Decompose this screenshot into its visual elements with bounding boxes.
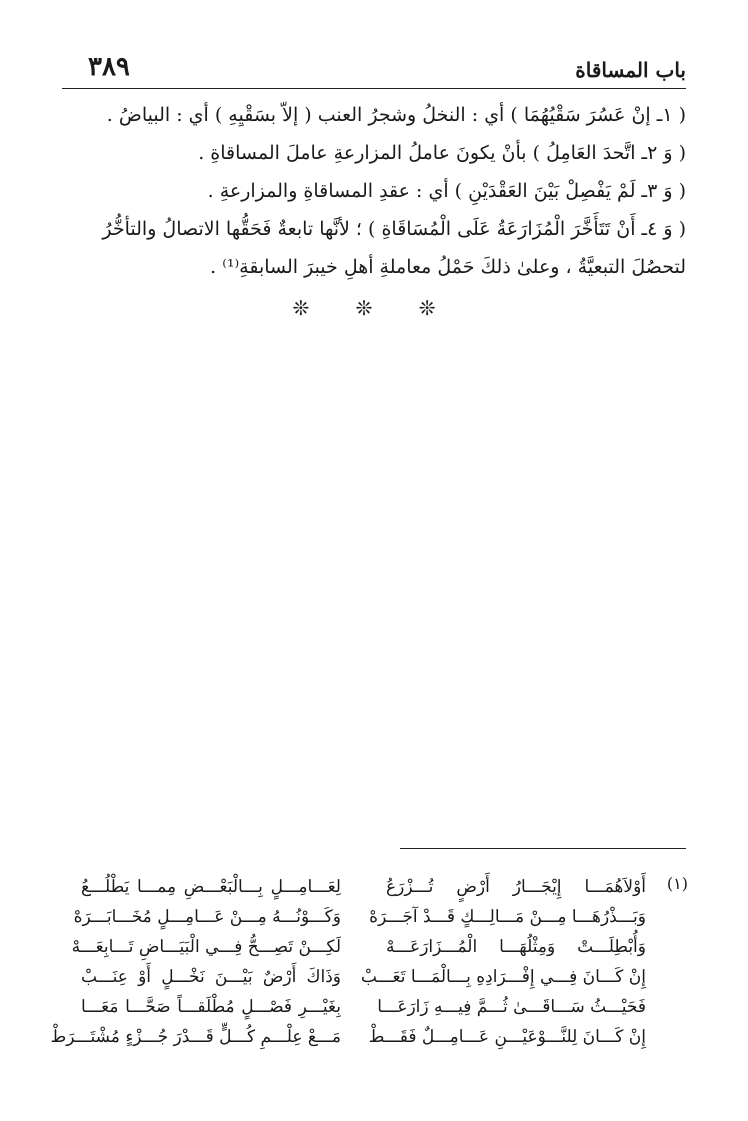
verse-first-hemistich: أَوْلاَهُمَـــا إِيْجَـــارُ أَرْضٍ تُـــزْرَعُ: [386, 877, 646, 897]
verse: [71, 932, 646, 962]
text-line: ( وَ ٣ـ لَمْ يَفْصِلْ بَيْنَ العَقْدَيْنِ ) أي : عقدِ المساقاةِ والمزارعةِ .: [207, 180, 686, 202]
section-separator: ❊ ❊ ❊: [292, 296, 456, 320]
verse-second-hemistich: وَذَاكَ أَرْضٌ بَيْـــنَ نَخْـــلٍ أَوْ عِنَـــبْ: [81, 967, 341, 987]
verse-second-hemistich: مَـــعْ عِلْـــمِ كُـــلٍّ قَـــدْرَ جُـــزْءٍ مُشْتَـــرَطْ: [50, 1027, 341, 1047]
verse-first-hemistich: وَأُبْطِلَـــتْ وَمِثْلُهَـــا الْمُـــزَارَعَـــهْ: [386, 937, 646, 957]
page-header: [62, 52, 686, 88]
verse-first-hemistich: وَبَـــذْرُهَـــا مِـــنْ مَـــالِـــكٍ قَـــدْ آجَـــرَهْ: [369, 907, 646, 927]
verse: [81, 962, 646, 992]
chapter-title: باب المساقاة: [575, 58, 686, 82]
verse-first-hemistich: إِنْ كَـــانَ لِلنَّـــوْعَيْـــنِ عَـــامِـــلٌ فَقَـــطْ: [368, 1027, 646, 1047]
verse: [50, 1022, 646, 1052]
verse-second-hemistich: لِعَـــامِـــلٍ بِـــالْبَعْـــضِ مِمـــا يَطْلُـــعُ: [81, 877, 341, 897]
page-number: ٣٨٩: [88, 52, 130, 82]
verse-second-hemistich: وَكَـــوْنُـــهُ مِـــنْ عَـــامِـــلٍ مُخَـــابَـــرَهْ: [73, 907, 341, 927]
verse-first-hemistich: فَحَيْـــثُ سَـــاقَـــىٰ ثُـــمَّ فِيـــهِ زَارَعَـــا: [377, 997, 646, 1017]
header-rule: [62, 88, 686, 89]
verse: [81, 872, 646, 902]
verse-second-hemistich: لَكِـــنْ تَصِـــحُّ فِـــي الْبَيَـــاضِ تَـــابِعَـــهْ: [71, 937, 341, 957]
verse: [73, 902, 646, 932]
verse-second-hemistich: بِغَيْـــرِ فَصْـــلٍ مُطْلَقـــاً صَحَّـــا مَعَـــا: [81, 997, 341, 1017]
text-line: لتحصُلَ التبعيَّةُ ، وعلىٰ ذلكَ حَمْلُ معاملةِ أهلِ خيبرَ السابقةِ⁽¹⁾ .: [210, 256, 686, 278]
text-line: ( ١ـ إنْ عَسُرَ سَقْيُهُمَا ) أي : النخلُ وشجرُ العنب ( إلاّ بسَقْيِهِ ) أي : البياضُ .: [106, 104, 686, 126]
main-text: [62, 96, 686, 286]
footnote-rule: [400, 848, 686, 849]
poem-verses: [50, 872, 646, 1052]
text-line: ( وَ ٤ـ أَنْ تَتَأَخَّرَ الْمُزَارَعَةُ عَلَى الْمُسَاقَاةِ ) ؛ لأنَّها تابعةٌ فَحَقُّها الاتصالُ والتأخُّرُ: [102, 218, 686, 240]
verse-first-hemistich: إِنْ كَـــانَ فِـــي إِفْـــرَادِهِ بِـــالْمَـــا تَعَـــبْ: [360, 967, 646, 987]
footnote-number: (١): [666, 874, 688, 893]
text-line: ( وَ ٢ـ اتَّحدَ العَامِلُ ) بأنْ يكونَ عاملُ المزارعةِ عاملَ المساقاةِ .: [198, 142, 686, 164]
verse: [81, 992, 646, 1022]
